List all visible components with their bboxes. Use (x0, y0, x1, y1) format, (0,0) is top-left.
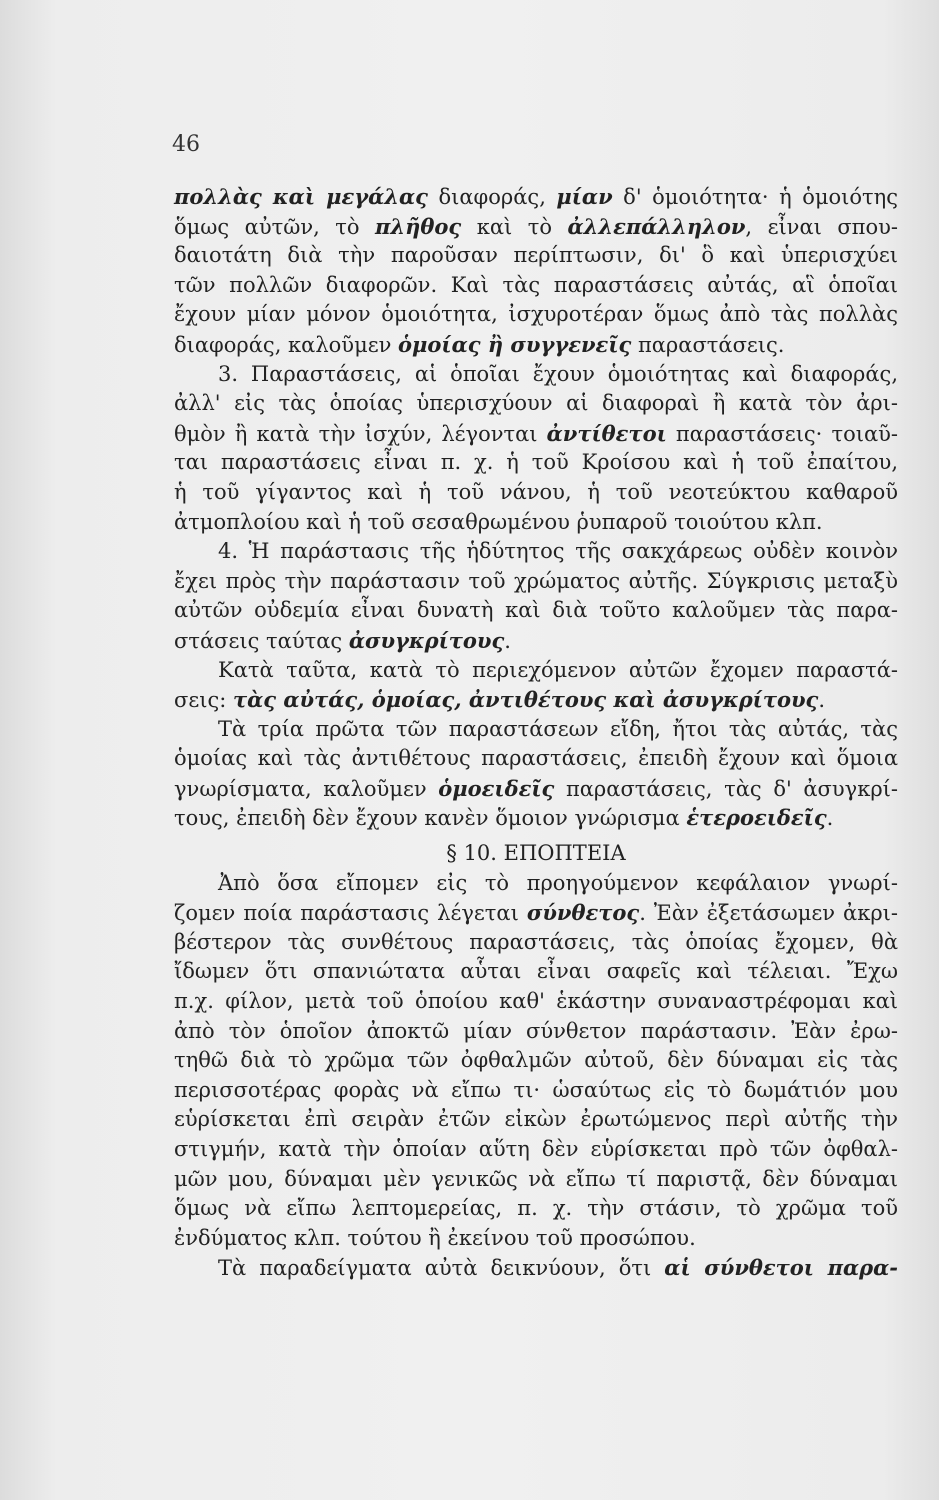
text-line (174, 1224, 898, 1254)
body-text (174, 182, 898, 1283)
text-line (174, 448, 898, 478)
text-line (174, 1105, 898, 1135)
text-segment: τῶν πολλῶν διαφορῶν. Καὶ τὰς παραστάσεις αὐτάς, αἳ ὁποῖαι (174, 272, 898, 297)
text-line (174, 744, 898, 774)
text-line (174, 1165, 898, 1195)
text-line (174, 508, 898, 538)
text-segment: περισσοτέρας φορὰς νὰ εἴπω τι· ὡσαύτως εἰς τὸ δωμάτιόν μου (174, 1077, 898, 1102)
text-line (174, 537, 898, 567)
text-segment: ὅμως νὰ εἴπω λεπτομερείας, π. χ. τὴν στάσιν, τὸ χρῶμα τοῦ (174, 1196, 898, 1221)
text-line (174, 1046, 898, 1076)
emphasized-term: πλῆθος (375, 213, 462, 239)
text-segment: βέστερον τὰς συνθέτους παραστάσεις, τὰς ὁποίας ἔχομεν, θὰ (174, 929, 898, 954)
text-segment: ἔχει πρὸς τὴν παράστασιν τοῦ χρώματος αὐτῆς. Σύγκρισις μεταξὺ (174, 568, 898, 593)
page-number: 46 (172, 132, 200, 157)
text-segment: ἀτμοπλοίου καὶ ἡ τοῦ σεσαθρωμένου ῥυπαροῦ τοιούτου κλπ. (174, 509, 823, 534)
text-segment: Ἀπὸ ὅσα εἴπομεν εἰς τὸ προηγούμενον κεφάλαιον γνωρί- (218, 870, 898, 895)
text-segment: καὶ τὸ (461, 214, 568, 239)
text-segment: π.χ. φίλον, μετὰ τοῦ ὁποίου καθ' ἑκάστην συναναστρέφομαι καὶ (174, 989, 898, 1014)
text-segment: δ' ὁμοιότητα· ἡ ὁμοιότης (612, 185, 898, 209)
text-line (174, 1194, 898, 1224)
emphasized-term: σύνθετος (526, 900, 640, 926)
text-line (174, 330, 898, 360)
text-segment: θμὸν ἢ κατὰ τὴν ἰσχύν, λέγονται (174, 421, 547, 446)
text-line (174, 715, 898, 745)
text-line (174, 212, 898, 242)
text-segment: σεις: (174, 688, 233, 713)
emphasized-term: ἀντίθετοι (546, 420, 667, 446)
text-line (174, 389, 898, 419)
text-segment: Τὰ τρία πρῶτα τῶν παραστάσεων εἴδη, ἤτοι τὰς αὐτάς, τὰς (218, 716, 898, 741)
emphasized-term: ἀλλεπάλληλον (567, 213, 746, 239)
text-segment: παραστάσεις. (631, 332, 785, 357)
text-segment: ζομεν ποία παράστασις λέγεται (174, 901, 527, 926)
text-segment: Κατὰ ταῦτα, κατὰ τὸ περιεχόμενον αὐτῶν ἔχομεν παραστά- (218, 657, 898, 682)
text-line (174, 300, 898, 330)
emphasized-term: ἀσυγκρίτους (348, 627, 505, 653)
text-segment: διαφοράς, (427, 185, 557, 209)
text-segment: , εἶναι σπου- (745, 214, 898, 239)
text-segment: γνωρίσματα, καλοῦμεν (174, 776, 439, 801)
text-line (174, 626, 898, 656)
text-segment: στιγμήν, κατὰ τὴν ὁποίαν αὕτη δὲν εὑρίσκεται πρὸ τῶν ὀφθαλ- (174, 1137, 898, 1161)
text-segment: ὅμως αὐτῶν, τὸ (174, 214, 376, 239)
text-line (174, 928, 898, 958)
emphasized-term: πολλὰς καὶ μεγάλας (174, 184, 428, 209)
text-line (174, 182, 898, 212)
text-segment: . (818, 688, 826, 713)
text-segment: ἴδωμεν ὅτι σπανιώτατα αὗται εἶναι σαφεῖς καὶ τέλειαι. Ἔχω (174, 959, 898, 984)
text-line (174, 898, 898, 928)
text-segment: μῶν μου, δύναμαι μὲν γενικῶς νὰ εἴπω τί παριστᾷ, δὲν δύναμαι (174, 1166, 898, 1191)
emphasized-term: τὰς αὐτάς, ὁμοίας, ἀντιθέτους καὶ ἀσυγκρίτους (232, 687, 819, 713)
text-segment: ἔχουν μίαν μόνον ὁμοιότητα, ἰσχυροτέραν ὅμως ἀπὸ τὰς πολλὰς (174, 302, 898, 327)
text-segment: ἀπὸ τὸν ὁποῖον ἀποκτῶ μίαν σύνθετον παράστασιν. Ἐὰν ἐρω- (174, 1018, 898, 1043)
text-line (174, 774, 898, 804)
text-segment: ἐνδύματος κλπ. τούτου ἢ ἐκείνου τοῦ προσώπου. (174, 1225, 696, 1250)
emphasized-term: ὁμοίας ἢ συγγενεῖς (398, 331, 632, 357)
text-segment: 4. Ἡ παράστασις τῆς ἡδύτητος τῆς σακχάρεως οὐδὲν κοινὸν (218, 539, 898, 564)
text-line (174, 419, 898, 449)
text-segment: στάσεις ταύτας (174, 628, 349, 653)
text-segment: . Ἐὰν ἐξετάσωμεν ἀκρι- (639, 901, 899, 926)
emphasized-term: ὁμοειδεῖς (438, 775, 555, 801)
text-segment: ται παραστάσεις εἶναι π. χ. ἡ τοῦ Κροίσου καὶ ἡ τοῦ ἐπαίτου, (174, 450, 898, 475)
section-heading (174, 839, 898, 869)
text-line (174, 1253, 898, 1283)
text-segment: ὁμοίας καὶ τὰς ἀντιθέτους παραστάσεις, ἐπειδὴ ἔχουν καὶ ὅμοια (174, 746, 898, 771)
text-line (174, 656, 898, 686)
text-segment: εὑρίσκεται ἐπὶ σειρὰν ἐτῶν εἰκὼν ἐρωτώμενος περὶ αὐτῆς τὴν (174, 1107, 898, 1132)
text-segment: ἀλλ' εἰς τὰς ὁποίας ὑπερισχύουν αἱ διαφοραὶ ἢ κατὰ τὸν ἀρι- (174, 391, 898, 416)
text-segment: . (504, 628, 511, 653)
text-line (174, 271, 898, 301)
text-segment: 3. Παραστάσεις, αἱ ὁποῖαι ἔχουν ὁμοιότητας καὶ διαφοράς, (218, 361, 898, 386)
emphasized-term: ἑτεροειδεῖς (686, 805, 827, 831)
emphasized-term: μίαν (556, 184, 613, 209)
text-line (174, 1076, 898, 1106)
text-segment: αὐτῶν οὐδεμία εἶναι δυνατὴ καὶ διὰ τοῦτο καλοῦμεν τὰς παρα- (174, 598, 898, 623)
text-line (174, 957, 898, 987)
text-segment: διαφοράς, καλοῦμεν (174, 332, 399, 357)
text-segment: παραστάσεις· τοιαῦ- (666, 421, 898, 446)
text-segment: παραστάσεις, τὰς δ' ἀσυγκρί- (554, 776, 899, 801)
text-segment: . (826, 806, 834, 831)
text-segment: τηθῶ διὰ τὸ χρῶμα τῶν ὀφθαλμῶν αὐτοῦ, δὲν δύναμαι εἰς τὰς (174, 1048, 898, 1073)
text-line (174, 685, 898, 715)
text-segment: ἡ τοῦ γίγαντος καὶ ἡ τοῦ νάνου, ἡ τοῦ νεοτεύκτου καθαροῦ (174, 479, 898, 504)
text-line (174, 869, 898, 899)
text-line (174, 478, 898, 508)
text-line (174, 803, 898, 833)
text-segment: Τὰ παραδείγματα αὐτὰ δεικνύουν, ὅτι (218, 1256, 665, 1281)
text-line (174, 1135, 898, 1165)
text-segment: § 10. ΕΠΟΠΤΕΙΑ (446, 841, 626, 866)
text-line (174, 1017, 898, 1047)
text-segment: τους, ἐπειδὴ δὲν ἔχουν κανὲν ὅμοιον γνώρισμα (174, 806, 687, 831)
text-line (174, 596, 898, 626)
text-line (174, 241, 898, 271)
emphasized-term: αἱ σύνθετοι παρα- (664, 1255, 898, 1281)
text-line (174, 567, 898, 597)
text-line (174, 987, 898, 1017)
text-line (174, 360, 898, 390)
text-segment: δαιοτάτη διὰ τὴν παροῦσαν περίπτωσιν, δι' ὃ καὶ ὑπερισχύει (174, 243, 898, 268)
